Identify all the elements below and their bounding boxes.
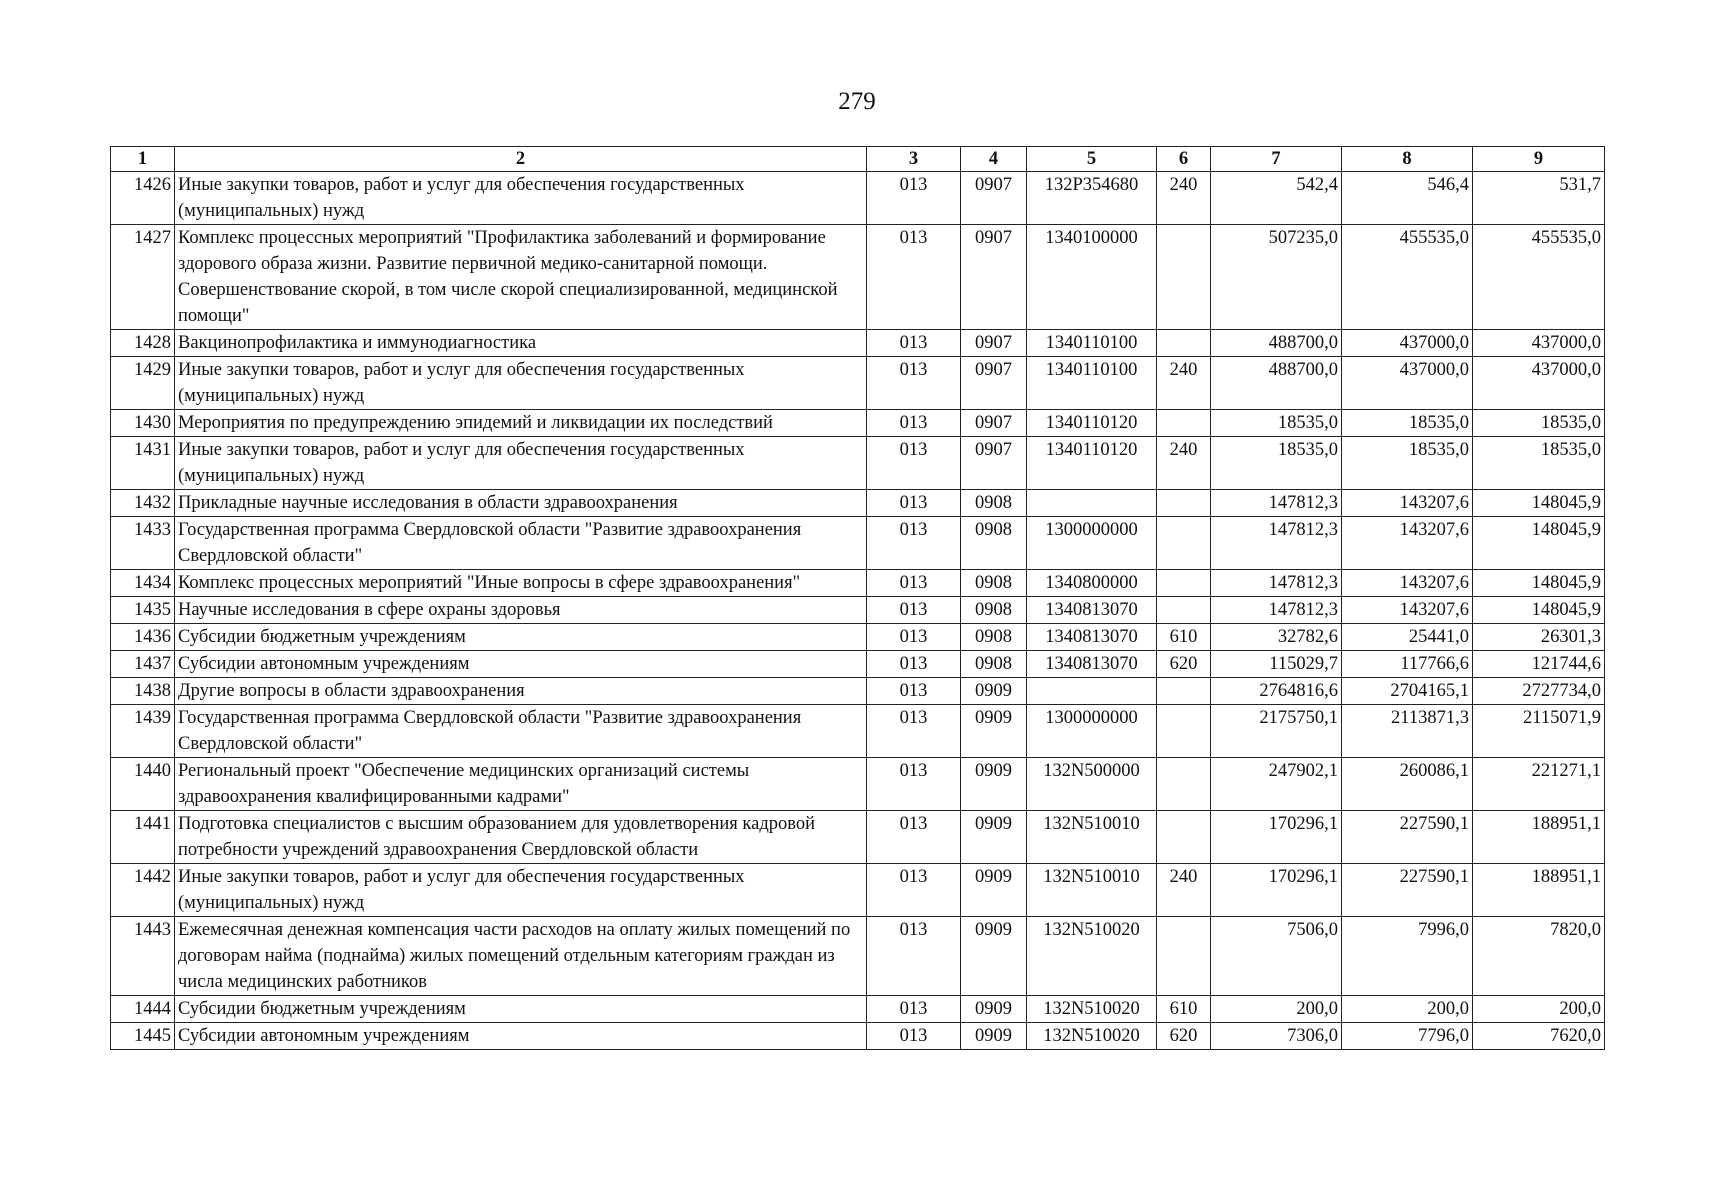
row-value-9: 455535,0 (1473, 225, 1605, 330)
table-row (111, 651, 1605, 678)
row-value-8: 227590,1 (1342, 864, 1473, 917)
budget-table (110, 146, 1605, 1050)
page-number: 279 (838, 88, 876, 115)
row-value-8: 455535,0 (1342, 225, 1473, 330)
row-number: 1435 (111, 597, 175, 624)
row-code-4: 0909 (961, 996, 1027, 1023)
row-name: Региональный проект "Обеспечение медицинских организаций системы здравоохранения квалифицированными кадрами" (175, 758, 867, 811)
row-code-5: 1340110120 (1027, 410, 1157, 437)
row-name: Иные закупки товаров, работ и услуг для обеспечения государственных (муниципальных) нужд (175, 437, 867, 490)
row-code-6: 620 (1157, 1023, 1211, 1050)
row-name: Научные исследования в сфере охраны здоровья (175, 597, 867, 624)
row-value-8: 25441,0 (1342, 624, 1473, 651)
row-code-4: 0907 (961, 410, 1027, 437)
row-code-6: 240 (1157, 357, 1211, 410)
row-value-8: 546,4 (1342, 172, 1473, 225)
row-code-3: 013 (867, 705, 961, 758)
row-code-6: 610 (1157, 996, 1211, 1023)
row-code-4: 0908 (961, 570, 1027, 597)
row-number: 1443 (111, 917, 175, 996)
row-value-9: 121744,6 (1473, 651, 1605, 678)
row-value-8: 437000,0 (1342, 330, 1473, 357)
row-number: 1426 (111, 172, 175, 225)
row-value-8: 18535,0 (1342, 410, 1473, 437)
row-code-4: 0908 (961, 517, 1027, 570)
row-code-5 (1027, 678, 1157, 705)
row-value-9: 18535,0 (1473, 410, 1605, 437)
table-row (111, 357, 1605, 410)
row-number: 1441 (111, 811, 175, 864)
row-number: 1442 (111, 864, 175, 917)
row-code-5: 1300000000 (1027, 705, 1157, 758)
table-row (111, 172, 1605, 225)
row-code-6: 240 (1157, 437, 1211, 490)
table-body (111, 172, 1605, 1050)
row-code-6 (1157, 917, 1211, 996)
row-name: Ежемесячная денежная компенсация части расходов на оплату жилых помещений по договорам найма (поднайма) жилых помещений отдельным категориям граждан из числа медицинских работников (175, 917, 867, 996)
row-value-9: 437000,0 (1473, 330, 1605, 357)
row-value-8: 143207,6 (1342, 597, 1473, 624)
row-code-6 (1157, 678, 1211, 705)
row-code-6 (1157, 330, 1211, 357)
row-code-5: 132N500000 (1027, 758, 1157, 811)
row-code-4: 0908 (961, 624, 1027, 651)
row-value-7: 18535,0 (1211, 410, 1342, 437)
table-row (111, 624, 1605, 651)
row-value-7: 147812,3 (1211, 517, 1342, 570)
row-value-7: 170296,1 (1211, 811, 1342, 864)
row-value-9: 531,7 (1473, 172, 1605, 225)
row-code-5: 1340100000 (1027, 225, 1157, 330)
row-value-7: 170296,1 (1211, 864, 1342, 917)
row-number: 1440 (111, 758, 175, 811)
row-number: 1438 (111, 678, 175, 705)
table-row (111, 996, 1605, 1023)
row-code-6: 610 (1157, 624, 1211, 651)
row-value-8: 143207,6 (1342, 517, 1473, 570)
row-value-7: 147812,3 (1211, 570, 1342, 597)
row-code-5: 1340110120 (1027, 437, 1157, 490)
table-row (111, 811, 1605, 864)
row-value-7: 115029,7 (1211, 651, 1342, 678)
row-value-9: 188951,1 (1473, 811, 1605, 864)
row-code-3: 013 (867, 330, 961, 357)
row-number: 1432 (111, 490, 175, 517)
row-code-5: 132P354680 (1027, 172, 1157, 225)
row-value-9: 148045,9 (1473, 517, 1605, 570)
row-code-5: 1340813070 (1027, 597, 1157, 624)
table-row (111, 570, 1605, 597)
row-code-5 (1027, 490, 1157, 517)
row-code-3: 013 (867, 1023, 961, 1050)
column-header-1: 1 (111, 147, 175, 172)
row-code-4: 0908 (961, 597, 1027, 624)
row-value-7: 147812,3 (1211, 597, 1342, 624)
row-code-3: 013 (867, 410, 961, 437)
column-header-7: 7 (1211, 147, 1342, 172)
row-value-8: 143207,6 (1342, 570, 1473, 597)
row-code-6 (1157, 225, 1211, 330)
row-code-6 (1157, 705, 1211, 758)
row-number: 1430 (111, 410, 175, 437)
row-code-3: 013 (867, 624, 961, 651)
row-code-6 (1157, 517, 1211, 570)
row-value-8: 143207,6 (1342, 490, 1473, 517)
row-code-5: 132N510010 (1027, 811, 1157, 864)
row-value-8: 260086,1 (1342, 758, 1473, 811)
row-code-4: 0907 (961, 437, 1027, 490)
row-value-7: 247902,1 (1211, 758, 1342, 811)
row-code-4: 0909 (961, 811, 1027, 864)
row-number: 1437 (111, 651, 175, 678)
row-code-6 (1157, 811, 1211, 864)
row-value-7: 507235,0 (1211, 225, 1342, 330)
row-value-9: 26301,3 (1473, 624, 1605, 651)
row-value-9: 7820,0 (1473, 917, 1605, 996)
row-value-7: 7306,0 (1211, 1023, 1342, 1050)
row-code-6: 240 (1157, 864, 1211, 917)
row-code-4: 0907 (961, 172, 1027, 225)
row-value-9: 2727734,0 (1473, 678, 1605, 705)
row-number: 1444 (111, 996, 175, 1023)
row-name: Иные закупки товаров, работ и услуг для обеспечения государственных (муниципальных) нужд (175, 172, 867, 225)
row-code-6 (1157, 490, 1211, 517)
row-value-8: 117766,6 (1342, 651, 1473, 678)
row-value-7: 147812,3 (1211, 490, 1342, 517)
row-code-5: 132N510020 (1027, 917, 1157, 996)
table-row (111, 597, 1605, 624)
column-header-9: 9 (1473, 147, 1605, 172)
row-value-8: 7996,0 (1342, 917, 1473, 996)
row-number: 1427 (111, 225, 175, 330)
row-code-5: 1340800000 (1027, 570, 1157, 597)
row-code-6 (1157, 758, 1211, 811)
row-value-7: 32782,6 (1211, 624, 1342, 651)
row-code-5: 1340813070 (1027, 624, 1157, 651)
row-code-3: 013 (867, 678, 961, 705)
row-value-7: 18535,0 (1211, 437, 1342, 490)
row-name: Субсидии автономным учреждениям (175, 651, 867, 678)
row-code-4: 0909 (961, 917, 1027, 996)
row-name: Комплекс процессных мероприятий "Иные вопросы в сфере здравоохранения" (175, 570, 867, 597)
row-value-8: 2704165,1 (1342, 678, 1473, 705)
column-header-2: 2 (175, 147, 867, 172)
row-name: Иные закупки товаров, работ и услуг для обеспечения государственных (муниципальных) нужд (175, 357, 867, 410)
column-header-8: 8 (1342, 147, 1473, 172)
row-value-9: 437000,0 (1473, 357, 1605, 410)
row-name: Субсидии автономным учреждениям (175, 1023, 867, 1050)
row-code-3: 013 (867, 357, 961, 410)
row-number: 1436 (111, 624, 175, 651)
row-value-8: 227590,1 (1342, 811, 1473, 864)
row-number: 1445 (111, 1023, 175, 1050)
table-row (111, 705, 1605, 758)
row-code-3: 013 (867, 437, 961, 490)
table-row (111, 225, 1605, 330)
row-code-5: 132N510020 (1027, 1023, 1157, 1050)
row-code-3: 013 (867, 570, 961, 597)
column-header-4: 4 (961, 147, 1027, 172)
row-code-4: 0909 (961, 864, 1027, 917)
row-name: Другие вопросы в области здравоохранения (175, 678, 867, 705)
table-header-row (111, 147, 1605, 172)
row-number: 1434 (111, 570, 175, 597)
row-value-9: 148045,9 (1473, 597, 1605, 624)
row-name: Подготовка специалистов с высшим образованием для удовлетворения кадровой потребности учреждений здравоохранения Свердловской области (175, 811, 867, 864)
table-row (111, 410, 1605, 437)
row-code-5: 132N510020 (1027, 996, 1157, 1023)
row-code-4: 0907 (961, 357, 1027, 410)
row-number: 1429 (111, 357, 175, 410)
row-code-6 (1157, 410, 1211, 437)
row-code-6: 240 (1157, 172, 1211, 225)
row-code-4: 0907 (961, 330, 1027, 357)
row-name: Мероприятия по предупреждению эпидемий и ликвидации их последствий (175, 410, 867, 437)
row-value-8: 7796,0 (1342, 1023, 1473, 1050)
row-value-7: 2175750,1 (1211, 705, 1342, 758)
row-code-3: 013 (867, 225, 961, 330)
row-code-3: 013 (867, 811, 961, 864)
row-code-5: 1340110100 (1027, 357, 1157, 410)
row-name: Субсидии бюджетным учреждениям (175, 624, 867, 651)
table-row (111, 678, 1605, 705)
row-value-7: 488700,0 (1211, 357, 1342, 410)
row-code-4: 0909 (961, 705, 1027, 758)
row-code-4: 0907 (961, 225, 1027, 330)
row-code-5: 132N510010 (1027, 864, 1157, 917)
row-value-9: 221271,1 (1473, 758, 1605, 811)
row-number: 1428 (111, 330, 175, 357)
row-name: Вакцинопрофилактика и иммунодиагностика (175, 330, 867, 357)
row-value-8: 437000,0 (1342, 357, 1473, 410)
row-code-6 (1157, 570, 1211, 597)
row-code-3: 013 (867, 864, 961, 917)
row-code-3: 013 (867, 172, 961, 225)
row-code-4: 0908 (961, 490, 1027, 517)
row-value-9: 18535,0 (1473, 437, 1605, 490)
row-code-3: 013 (867, 517, 961, 570)
row-name: Иные закупки товаров, работ и услуг для обеспечения государственных (муниципальных) нужд (175, 864, 867, 917)
table-row (111, 758, 1605, 811)
row-code-4: 0909 (961, 1023, 1027, 1050)
row-code-3: 013 (867, 758, 961, 811)
table-row (111, 864, 1605, 917)
row-value-8: 18535,0 (1342, 437, 1473, 490)
row-value-9: 148045,9 (1473, 490, 1605, 517)
row-code-5: 1300000000 (1027, 517, 1157, 570)
table-row (111, 330, 1605, 357)
row-value-9: 200,0 (1473, 996, 1605, 1023)
row-code-6: 620 (1157, 651, 1211, 678)
row-code-3: 013 (867, 996, 961, 1023)
row-number: 1433 (111, 517, 175, 570)
row-code-3: 013 (867, 490, 961, 517)
row-value-8: 2113871,3 (1342, 705, 1473, 758)
column-header-5: 5 (1027, 147, 1157, 172)
row-value-7: 200,0 (1211, 996, 1342, 1023)
row-code-4: 0909 (961, 678, 1027, 705)
row-number: 1439 (111, 705, 175, 758)
table-row (111, 917, 1605, 996)
row-value-7: 488700,0 (1211, 330, 1342, 357)
row-value-9: 7620,0 (1473, 1023, 1605, 1050)
table-row (111, 437, 1605, 490)
row-code-4: 0909 (961, 758, 1027, 811)
row-code-5: 1340110100 (1027, 330, 1157, 357)
row-value-9: 2115071,9 (1473, 705, 1605, 758)
column-header-3: 3 (867, 147, 961, 172)
row-number: 1431 (111, 437, 175, 490)
row-value-7: 2764816,6 (1211, 678, 1342, 705)
row-name: Прикладные научные исследования в области здравоохранения (175, 490, 867, 517)
row-code-5: 1340813070 (1027, 651, 1157, 678)
row-value-7: 542,4 (1211, 172, 1342, 225)
row-code-3: 013 (867, 917, 961, 996)
row-code-4: 0908 (961, 651, 1027, 678)
table-row (111, 1023, 1605, 1050)
row-name: Субсидии бюджетным учреждениям (175, 996, 867, 1023)
row-value-9: 188951,1 (1473, 864, 1605, 917)
table-row (111, 517, 1605, 570)
row-code-3: 013 (867, 651, 961, 678)
table-row (111, 490, 1605, 517)
row-name: Комплекс процессных мероприятий "Профилактика заболеваний и формирование здорового образа жизни. Развитие первичной медико-санитарной помощи. Совершенствование скорой, в том числе скорой специализированной, медицинской помощи" (175, 225, 867, 330)
row-name: Государственная программа Свердловской области "Развитие здравоохранения Свердловской области" (175, 705, 867, 758)
row-value-7: 7506,0 (1211, 917, 1342, 996)
row-code-3: 013 (867, 597, 961, 624)
row-code-6 (1157, 597, 1211, 624)
row-value-8: 200,0 (1342, 996, 1473, 1023)
row-name: Государственная программа Свердловской области "Развитие здравоохранения Свердловской области" (175, 517, 867, 570)
column-header-6: 6 (1157, 147, 1211, 172)
row-value-9: 148045,9 (1473, 570, 1605, 597)
